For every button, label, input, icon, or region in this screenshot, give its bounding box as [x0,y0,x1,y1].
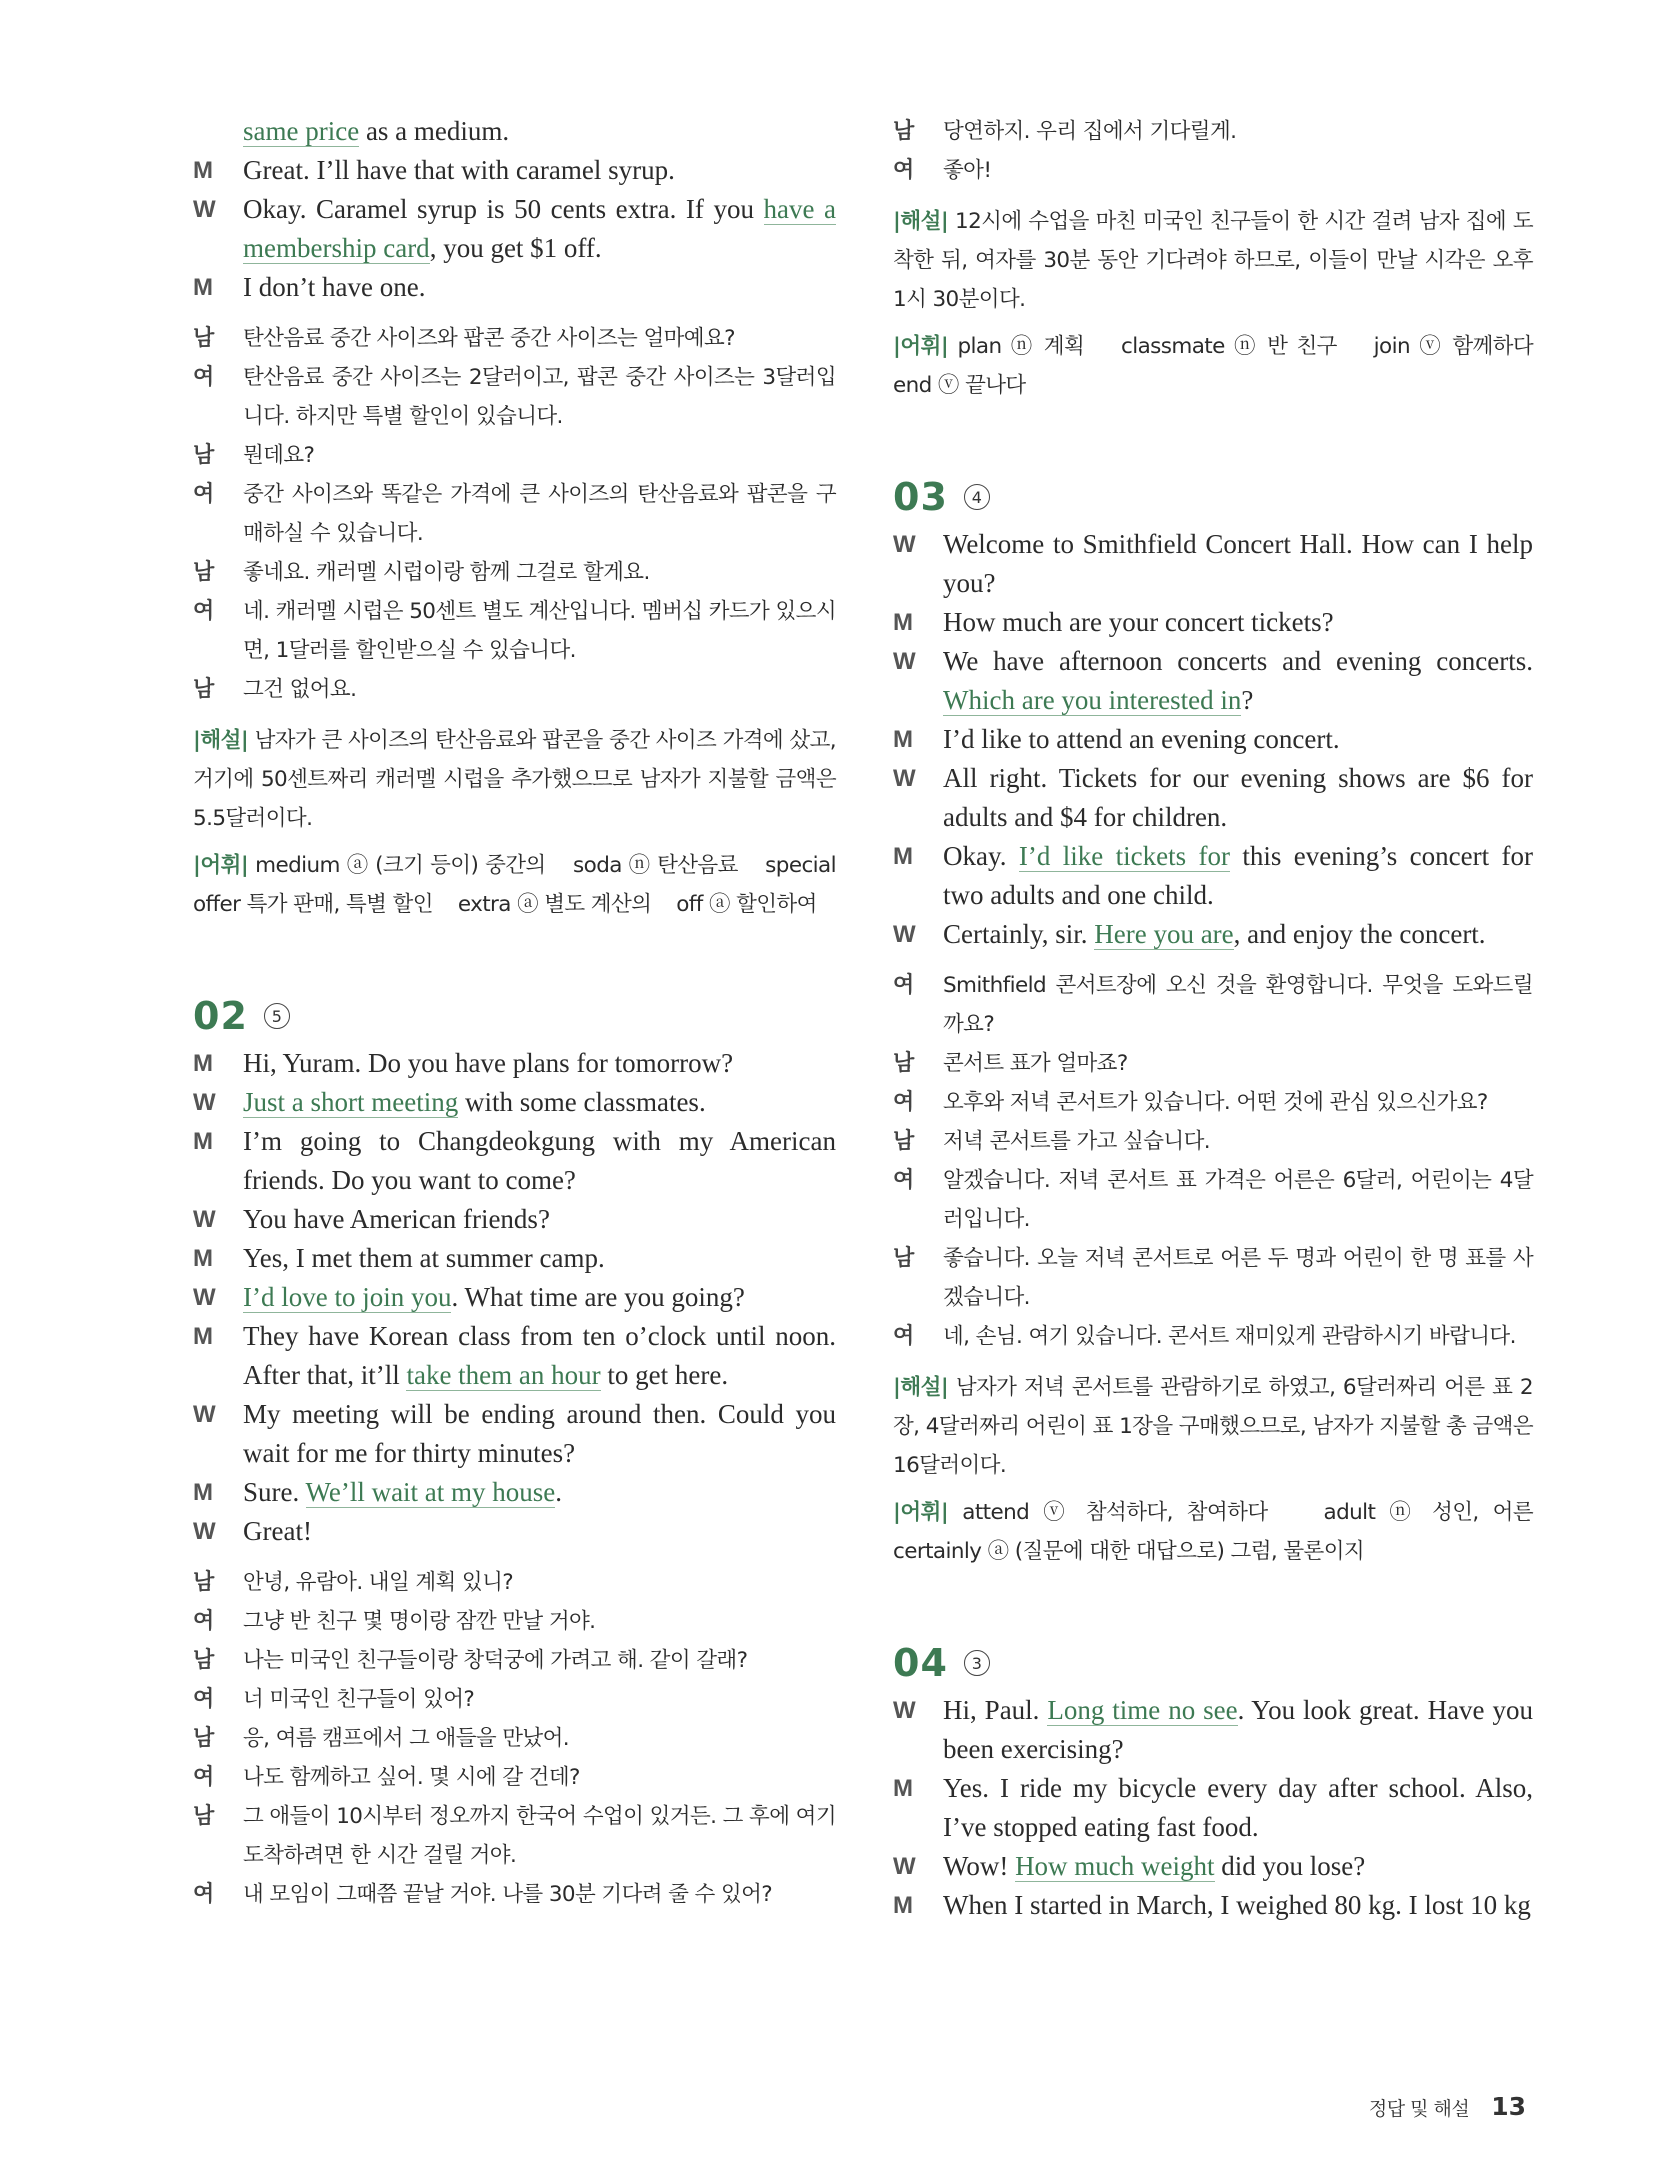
text-segment: 저녁 콘서트를 가고 싶습니다. [943,1129,1210,1154]
text-segment: You have American friends? [243,1204,550,1234]
text-segment: When I started in March, I weighed 80 kg. I lost 10 kg [943,1890,1531,1920]
dialogue-text [243,1719,836,1758]
question-number: 04 [893,1641,948,1685]
question-04-header [893,1641,1533,1685]
text-segment: 너 미국인 친구들이 있어? [243,1687,475,1712]
speaker-label: 남 [193,1570,214,1595]
text-segment: 네. 캐러멜 시럽은 50센트 별도 계산입니다. 멤버십 카드가 있으시면, 1달러를 할인받으실 수 있습니다. [243,599,836,663]
dialogue-text [243,1758,836,1797]
speaker-label: 여 [193,1882,214,1907]
dialogue-line [893,525,1533,603]
speaker-label: 여 [893,1090,914,1115]
dialogue-line [193,1278,836,1317]
speaker-label: W [193,1089,216,1116]
dialogue-line [193,670,836,709]
key-expression: same price [243,116,360,146]
left-column [193,112,843,1914]
dialogue-text [243,670,836,709]
explanation-02 [893,202,1533,319]
dialogue-line [893,1847,1533,1886]
dialogue-text [243,112,836,151]
dialogue-text [943,1886,1533,1925]
dialogue-line [193,1083,836,1122]
dialogue-text [943,966,1533,1044]
key-expression: take them an hour [406,1360,601,1390]
dialogue-text [243,1602,836,1641]
vocabulary-tag: |어휘| [893,1500,949,1525]
dialogue-line [893,151,1533,190]
text-segment: Sure. [243,1477,306,1507]
text-segment: Certainly, sir. [943,919,1095,949]
speaker-label: 남 [193,1804,214,1829]
explanation-tag: |해설| [193,728,249,753]
dialogue-text [943,1122,1533,1161]
text-segment: My meeting will be ending around then. Could you wait for me for thirty minutes? [243,1399,836,1468]
dialogue-line [193,1875,836,1914]
speaker-label: M [193,1128,213,1155]
text-segment: 내 모임이 그때쯤 끝날 거야. 나를 30분 기다려 줄 수 있어? [243,1882,773,1907]
dialogue-line [193,358,836,436]
speaker-label: 여 [193,365,214,390]
dialogue-line [893,1083,1533,1122]
key-expression: Here you are [1094,919,1234,949]
text-segment: They have Korean class from ten o’clock until noon. After that, it’ll [243,1321,836,1390]
speaker-label: W [193,1284,216,1311]
dialogue-text [943,720,1533,759]
dialogue-text [243,1395,836,1473]
text-segment: Wow! [943,1851,1016,1881]
dialogue-text [243,592,836,670]
dialogue-text [243,268,836,307]
speaker-label: 남 [193,1648,214,1673]
speaker-label: 남 [193,677,214,702]
text-segment: 응, 여름 캠프에서 그 애들을 만났어. [243,1726,570,1751]
explanation-03 [893,1368,1533,1485]
dialogue-01-english [193,112,836,307]
text-segment: All right. Tickets for our evening shows are $6 for adults and $4 for children. [943,763,1533,832]
key-expression: We’ll wait at my house [305,1477,556,1507]
dialogue-line [193,190,836,268]
text-segment: Hi, Yuram. Do you have plans for tomorrow? [243,1048,734,1078]
speaker-label: M [893,609,913,636]
key-expression: have a membership card [243,194,836,263]
answer-circle: 3 [964,1650,990,1676]
speaker-label: M [193,157,213,184]
dialogue-line [193,1680,836,1719]
dialogue-line [193,592,836,670]
dialogue-text [243,1473,836,1512]
text-segment: as a medium. [359,116,510,146]
dialogue-line [893,915,1533,954]
right-column [893,112,1558,1925]
dialogue-text [243,1200,836,1239]
dialogue-text [243,475,836,553]
speaker-label: 여 [193,1609,214,1634]
dialogue-line [193,1317,836,1395]
speaker-label: 남 [893,119,914,144]
explanation-tag: |해설| [893,209,949,234]
text-segment: 뭔데요? [243,443,315,468]
text-segment: We have afternoon concerts and evening concerts. [943,646,1533,676]
text-segment: 안녕, 유람아. 내일 계획 있니? [243,1570,514,1595]
dialogue-line [193,1200,836,1239]
text-segment: 나는 미국인 친구들이랑 창덕궁에 가려고 해. 같이 갈래? [243,1648,748,1673]
vocabulary-text: plan ⓝ 계획 classmate ⓝ 반 친구 join ⓥ 함께하다 end ⓥ 끝나다 [893,334,1558,398]
dialogue-text [943,151,1533,190]
text-segment: , and enjoy the concert. [1233,919,1486,949]
text-segment: 알겠습니다. 저녁 콘서트 표 가격은 어른은 6달러, 어린이는 4달러입니다. [943,1168,1533,1232]
dialogue-text [243,1797,836,1875]
dialogue-line [893,603,1533,642]
dialogue-line [893,1239,1533,1317]
dialogue-line [893,112,1533,151]
text-segment: Welcome to Smithfield Concert Hall. How can I help you? [943,529,1533,598]
speaker-label: 여 [193,1687,214,1712]
text-segment: Great. I’ll have that with caramel syrup. [243,155,675,185]
speaker-label: W [893,765,916,792]
dialogue-line [193,475,836,553]
question-number: 02 [193,994,248,1038]
vocabulary-03 [893,1493,1558,1571]
key-expression: Just a short meeting [243,1087,459,1117]
dialogue-01-korean [193,319,836,709]
footer-label: 정답 및 해설 [1368,2098,1470,2120]
dialogue-text [943,759,1533,837]
dialogue-text [243,1083,836,1122]
dialogue-text [943,1317,1533,1356]
key-expression: Long time no see [1047,1695,1238,1725]
text-segment: . You look great. Have you been exercising? [943,1695,1533,1764]
key-expression: How much weight [1015,1851,1215,1881]
dialogue-02-korean-continued [893,112,1533,190]
speaker-label: 남 [893,1051,914,1076]
speaker-label: M [893,726,913,753]
speaker-label: M [893,1775,913,1802]
dialogue-line [193,151,836,190]
speaker-label: 여 [193,599,214,624]
vocabulary-text: attend ⓥ 참석하다, 참여하다 adult ⓝ 성인, 어른 certainly ⓐ (질문에 대한 대답으로) 그럼, 물론이지 [893,1500,1558,1564]
dialogue-line [193,1563,836,1602]
question-03-header [893,475,1533,519]
dialogue-text [943,112,1533,151]
vocabulary-tag: |어휘| [193,853,249,878]
speaker-label: W [893,1853,916,1880]
speaker-label: M [893,843,913,870]
dialogue-text [943,525,1533,603]
dialogue-04-english [893,1691,1533,1925]
speaker-label: M [193,1323,213,1350]
dialogue-line [193,1719,836,1758]
speaker-label: W [193,1518,216,1545]
speaker-label: 여 [893,158,914,183]
dialogue-line [893,837,1533,915]
dialogue-line [193,1602,836,1641]
text-segment: 당연하지. 우리 집에서 기다릴게. [943,119,1237,144]
vocabulary-01 [193,846,843,924]
dialogue-line [893,966,1533,1044]
dialogue-text [243,1512,836,1551]
text-segment: 탄산음료 중간 사이즈와 팝콘 중간 사이즈는 얼마예요? [243,326,735,351]
explanation-text: 남자가 저녁 콘서트를 관람하기로 하였고, 6달러짜리 어른 표 2장, 4달러짜리 어린이 표 1장을 구매했으므로, 남자가 지불할 총 금액은 16달러이다. [893,1375,1533,1478]
dialogue-text [243,1563,836,1602]
dialogue-text [943,1769,1533,1847]
text-segment: . [555,1477,563,1507]
dialogue-line [193,319,836,358]
text-segment: 나도 함께하고 싶어. 몇 시에 갈 건데? [243,1765,580,1790]
speaker-label: 남 [893,1129,914,1154]
speaker-label: W [893,648,916,675]
dialogue-text [243,1641,836,1680]
dialogue-line [193,1758,836,1797]
dialogue-02-korean [193,1563,836,1914]
dialogue-line [893,1769,1533,1847]
dialogue-text [243,1317,836,1395]
speaker-label: 여 [193,1765,214,1790]
question-02-header [193,994,836,1038]
dialogue-line [193,1797,836,1875]
dialogue-text [943,603,1533,642]
dialogue-line [893,1886,1533,1925]
speaker-label: W [893,531,916,558]
text-segment: Great! [243,1516,312,1546]
speaker-label: W [893,1697,916,1724]
text-segment: to get here. [600,1360,729,1390]
key-expression: I’d like tickets for [1018,841,1230,871]
dialogue-text [943,837,1533,915]
text-segment: How much are your concert tickets? [943,607,1334,637]
page-footer [1369,2092,1526,2121]
dialogue-line [893,642,1533,720]
text-segment: Okay. Caramel syrup is 50 cents extra. If you [243,194,764,224]
speaker-label: W [193,1401,216,1428]
vocabulary-tag: |어휘| [893,334,949,359]
speaker-label: 남 [193,326,214,351]
dialogue-03-english [893,525,1533,954]
explanation-text: 12시에 수업을 마친 미국인 친구들이 한 시간 걸려 남자 집에 도착한 뒤, 여자를 30분 동안 기다려야 하므로, 이들이 만날 시각은 오후 1시 30분이다. [893,209,1533,312]
text-segment: with some classmates. [458,1087,706,1117]
speaker-label: M [193,1245,213,1272]
dialogue-line [893,1161,1533,1239]
dialogue-text [243,1122,836,1200]
text-segment: 그냥 반 친구 몇 명이랑 잠깐 만날 거야. [243,1609,596,1634]
speaker-label: M [893,1892,913,1919]
dialogue-text [243,436,836,475]
dialogue-text [943,1691,1533,1769]
text-segment: 오후와 저녁 콘서트가 있습니다. 어떤 것에 관심 있으신가요? [943,1090,1488,1115]
dialogue-line [193,1122,836,1200]
dialogue-03-korean [893,966,1533,1356]
text-segment: , you get $1 off. [429,233,602,263]
dialogue-text [243,1044,836,1083]
dialogue-line [193,1512,836,1551]
text-segment: 콘서트 표가 얼마죠? [943,1051,1128,1076]
question-number: 03 [893,475,948,519]
dialogue-text [943,1161,1533,1239]
text-segment: 네, 손님. 여기 있습니다. 콘서트 재미있게 관람하시기 바랍니다. [943,1324,1516,1349]
dialogue-line [193,112,836,151]
text-segment: did you lose? [1214,1851,1366,1881]
dialogue-text [243,358,836,436]
dialogue-line [893,759,1533,837]
dialogue-text [943,1083,1533,1122]
text-segment: Yes, I met them at summer camp. [243,1243,605,1273]
answer-circle: 5 [264,1003,290,1029]
speaker-label: 여 [893,973,914,998]
text-segment: 좋아! [943,158,992,183]
vocabulary-text: medium ⓐ (크기 등이) 중간의 soda ⓝ 탄산음료 special offer 특가 판매, 특별 할인 extra ⓐ 별도 계산의 off ⓐ 할인하여 [193,853,843,917]
dialogue-line [193,1641,836,1680]
speaker-label: 남 [193,443,214,468]
speaker-label: W [893,921,916,948]
text-segment: 좋습니다. 오늘 저녁 콘서트로 어른 두 명과 어린이 한 명 표를 사겠습니다. [943,1246,1533,1310]
speaker-label: W [193,196,216,223]
dialogue-text [943,915,1533,954]
text-segment: 그건 없어요. [243,677,357,702]
key-expression: I’d love to join you [243,1282,452,1312]
text-segment: Hi, Paul. [943,1695,1048,1725]
dialogue-text [243,1278,836,1317]
key-expression: Which are you interested in [943,685,1242,715]
speaker-label: 남 [893,1246,914,1271]
dialogue-line [893,720,1533,759]
text-segment: 좋네요. 캐러멜 시럽이랑 함께 그걸로 할게요. [243,560,650,585]
text-segment: 중간 사이즈와 똑같은 가격에 큰 사이즈의 탄산음료와 팝콘을 구매하실 수 있습니다. [243,482,836,546]
text-segment: this evening’s concert for two adults and one child. [943,841,1533,910]
dialogue-line [193,1473,836,1512]
text-segment: Smithfield 콘서트장에 오신 것을 환영합니다. 무엇을 도와드릴까요? [943,973,1533,1037]
speaker-label: W [193,1206,216,1233]
explanation-tag: |해설| [893,1375,949,1400]
dialogue-line [193,436,836,475]
speaker-label: 남 [193,1726,214,1751]
text-segment: I’d like to attend an evening concert. [943,724,1340,754]
dialogue-line [193,1044,836,1083]
dialogue-line [193,553,836,592]
text-segment: 그 애들이 10시부터 정오까지 한국어 수업이 있거든. 그 후에 여기 도착하려면 한 시간 걸릴 거야. [243,1804,836,1868]
dialogue-text [243,190,836,268]
dialogue-line [893,1122,1533,1161]
dialogue-text [943,1239,1533,1317]
dialogue-text [243,151,836,190]
text-segment: I don’t have one. [243,272,426,302]
explanation-text: 남자가 큰 사이즈의 탄산음료와 팝콘을 중간 사이즈 가격에 샀고, 거기에 50센트짜리 캐러멜 시럽을 추가했으므로 남자가 지불할 금액은 5.5달러이다. [193,728,836,831]
speaker-label: 여 [893,1168,914,1193]
speaker-label: M [193,1479,213,1506]
dialogue-text [943,1847,1533,1886]
vocabulary-02 [893,327,1558,405]
dialogue-02-english [193,1044,836,1551]
dialogue-line [193,268,836,307]
text-segment: ? [1241,685,1254,715]
text-segment: Okay. [943,841,1019,871]
explanation-01 [193,721,836,838]
speaker-label: M [193,274,213,301]
speaker-label: M [193,1050,213,1077]
dialogue-text [943,642,1533,720]
dialogue-text [243,1680,836,1719]
page-number: 13 [1491,2092,1526,2121]
speaker-label: 여 [893,1324,914,1349]
dialogue-line [193,1395,836,1473]
dialogue-text [243,553,836,592]
dialogue-line [893,1691,1533,1769]
dialogue-line [193,1239,836,1278]
dialogue-text [243,1239,836,1278]
dialogue-text [943,1044,1533,1083]
dialogue-text [243,1875,836,1914]
text-segment: I’m going to Changdeokgung with my American friends. Do you want to come? [243,1126,836,1195]
dialogue-text [243,319,836,358]
text-segment: . What time are you going? [451,1282,745,1312]
speaker-label: 남 [193,560,214,585]
dialogue-line [893,1317,1533,1356]
dialogue-line [893,1044,1533,1083]
answer-circle: 4 [964,484,990,510]
speaker-label: 여 [193,482,214,507]
text-segment: 탄산음료 중간 사이즈는 2달러이고, 팝콘 중간 사이즈는 3달러입니다. 하지만 특별 할인이 있습니다. [243,365,836,429]
text-segment: Yes. I ride my bicycle every day after school. Also, I’ve stopped eating fast food. [943,1773,1533,1842]
